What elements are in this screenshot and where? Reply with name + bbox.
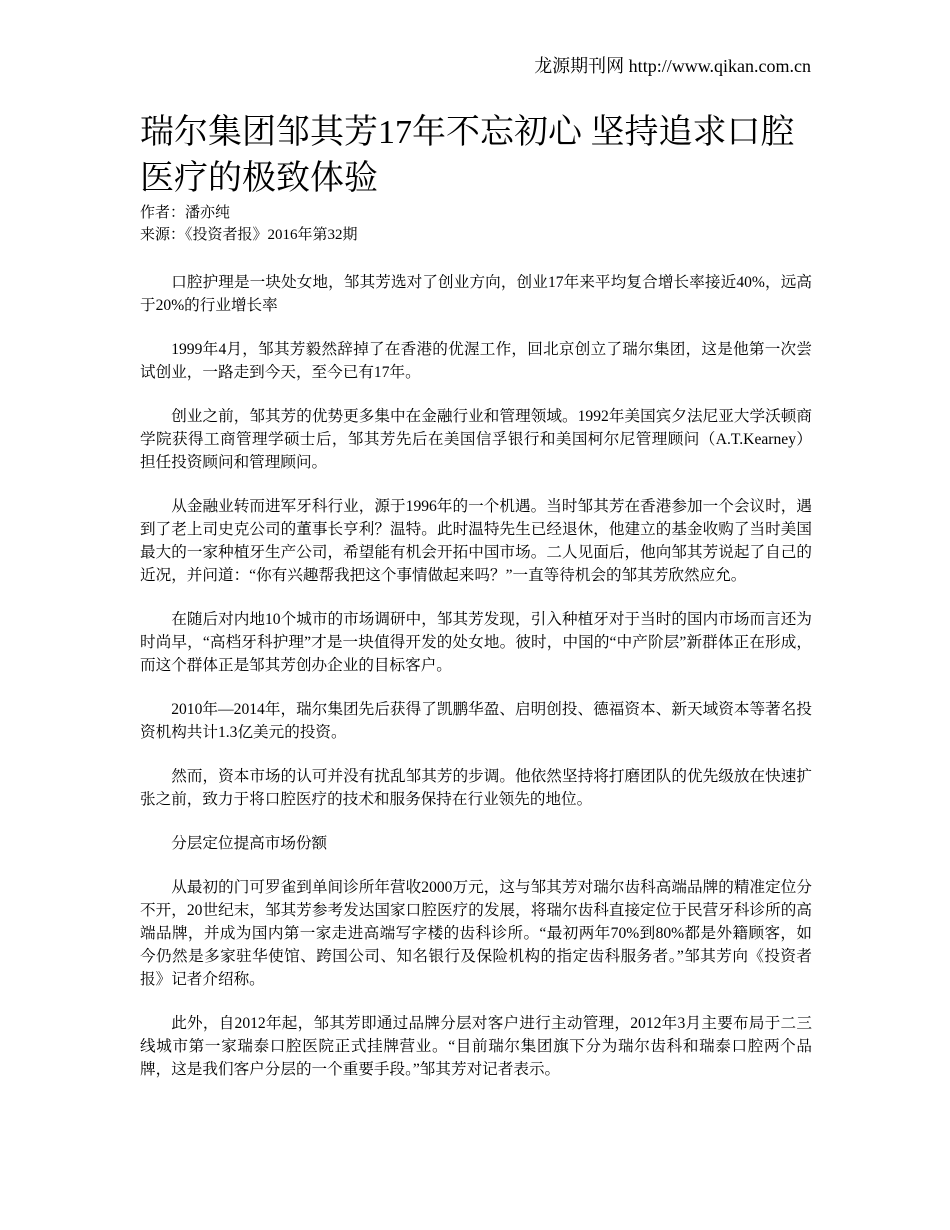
- paragraph-7: 然而，资本市场的认可并没有扰乱邹其芳的步调。他依然坚持将打磨团队的优先级放在快速扩张之前，致力于将口腔医疗的技术和服务保持在行业领先的地位。: [140, 768, 812, 808]
- paragraph-6: 2010年—2014年，瑞尔集团先后获得了凯鹏华盈、启明创投、德福资本、新天域资本等著名投资机构共计1.3亿美元的投资。: [140, 701, 812, 741]
- article-content: [140, 110, 812, 1102]
- paragraph-1: 口腔护理是一块处女地，邹其芳选对了创业方向，创业17年来平均复合增长率接近40%，远高于20%的行业增长率: [140, 274, 812, 314]
- paragraph-5: 在随后对内地10个城市的市场调研中，邹其芳发现，引入种植牙对于当时的国内市场而言还为时尚早，“高档牙科护理”才是一块值得开发的处女地。彼时，中国的“中产阶层”新群体正在形成，而这个群体正是邹其芳创办企业的目标客户。: [140, 611, 812, 674]
- paragraph-8: 从最初的门可罗雀到单间诊所年营收2000万元，这与邹其芳对瑞尔齿科高端品牌的精准定位分不开，20世纪末，邹其芳参考发达国家口腔医疗的发展，将瑞尔齿科直接定位于民营牙科诊所的高端品牌，并成为国内第一家走进高端写字楼的齿科诊所。“最初两年70%到80%都是外籍顾客，如今仍然是多家驻华使馆、跨国公司、知名银行及保险机构的指定齿科服务者。”邹其芳向《投资者报》记者介绍称。: [140, 879, 812, 988]
- site-header: 龙源期刊网 http://www.qikan.com.cn: [534, 56, 811, 76]
- author-line: 作者：潘亦纯: [140, 205, 231, 221]
- section-subheading: 分层定位提高市场份额: [171, 835, 328, 852]
- paragraph-2: 1999年4月，邹其芳毅然辞掉了在香港的优渥工作，回北京创立了瑞尔集团，这是他第一次尝试创业，一路走到今天，至今已有17年。: [140, 341, 812, 381]
- paragraph-4: 从金融业转而进军牙科行业，源于1996年的一个机遇。当时邹其芳在香港参加一个会议时，遇到了老上司史克公司的董事长亨利？温特。此时温特先生已经退休，他建立的基金收购了当时美国最大的一家种植牙生产公司，希望能有机会开拓中国市场。二人见面后，他向邹其芳说起了自己的近况，并问道：“你有兴趣帮我把这个事情做起来吗？”一直等待机会的邹其芳欣然应允。: [140, 498, 812, 584]
- paragraph-3: 创业之前，邹其芳的优势更多集中在金融行业和管理领域。1992年美国宾夕法尼亚大学沃顿商学院获得工商管理学硕士后，邹其芳先后在美国信孚银行和美国柯尔尼管理顾问（A.T.Kearney）担任投资顾问和管理顾问。: [140, 408, 812, 471]
- article-body: [140, 271, 812, 1081]
- article-title: 瑞尔集团邹其芳17年不忘初心 坚持追求口腔医疗的极致体验: [140, 114, 795, 197]
- source-line: 来源：《投资者报》2016年第32期: [140, 227, 358, 243]
- paragraph-9: 此外，自2012年起，邹其芳即通过品牌分层对客户进行主动管理，2012年3月主要布局于二三线城市第一家瑞泰口腔医院正式挂牌营业。“目前瑞尔集团旗下分为瑞尔齿科和瑞泰口腔两个品牌，这是我们客户分层的一个重要手段。”邹其芳对记者表示。: [140, 1015, 812, 1078]
